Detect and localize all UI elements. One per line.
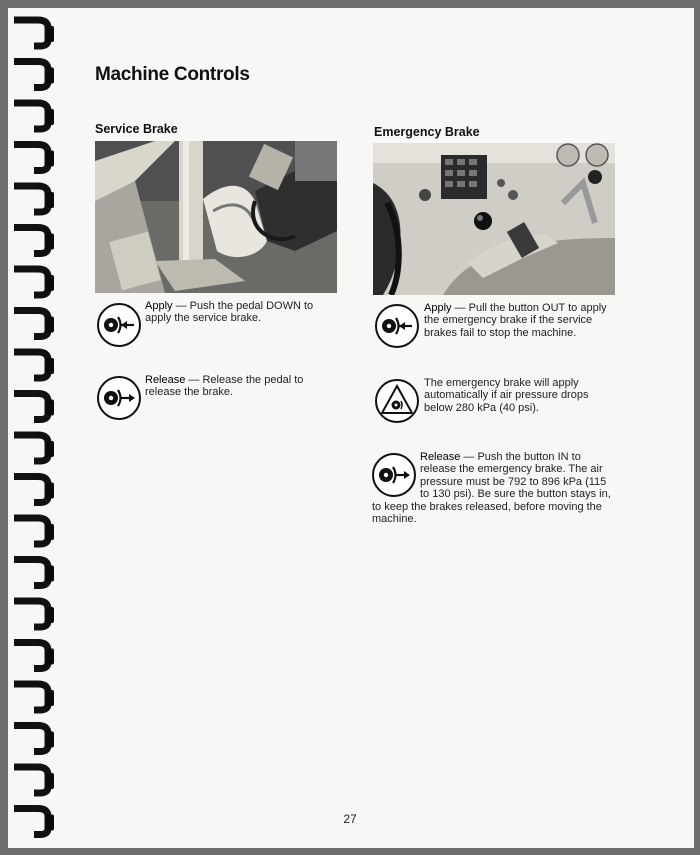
emergency-brake-warning-text: The emergency brake will apply automatically if air pressure drops below 280 kPa (40 psi). xyxy=(424,377,589,414)
binding-hole xyxy=(46,358,54,374)
binding-hole xyxy=(46,234,54,250)
binding-ring xyxy=(14,601,48,627)
emergency-brake-photo xyxy=(373,143,615,295)
service-brake-heading: Service Brake xyxy=(95,122,178,136)
warning-triangle-icon xyxy=(374,378,420,424)
spiral-binding xyxy=(8,8,68,848)
binding-ring xyxy=(14,311,48,337)
binding-ring xyxy=(14,269,48,295)
binding-ring xyxy=(14,643,48,669)
binding-ring xyxy=(14,352,48,378)
binding-ring xyxy=(14,145,48,171)
binding-ring xyxy=(14,394,48,420)
binding-hole xyxy=(46,68,54,84)
emergency-brake-apply-text: Apply — Pull the button OUT to apply the emergency brake if the service brakes fail to stop the machine. xyxy=(424,302,607,339)
binding-ring xyxy=(14,228,48,254)
brake-release-icon xyxy=(96,375,142,421)
binding-hole xyxy=(46,400,54,416)
binding-hole xyxy=(46,690,54,706)
service-brake-apply-text: Apply — Push the pedal DOWN to apply the service brake. xyxy=(145,300,314,325)
binding-hole xyxy=(46,649,54,665)
binding-hole xyxy=(46,524,54,540)
binding-hole xyxy=(46,732,54,748)
emergency-brake-release-text: Release — Push the button IN to release the emergency brake. The air pressure must be 792 to 896 kPa (115 to 130 psi). Be sure the button stays in, to keep the brakes released, before moving the machine. xyxy=(372,451,611,526)
binding-ring xyxy=(14,186,48,212)
service-brake-photo xyxy=(95,141,337,293)
binding-ring xyxy=(14,103,48,129)
binding-ring xyxy=(14,435,48,461)
binding-hole xyxy=(46,317,54,333)
page-number: 27 xyxy=(343,812,357,826)
binding-hole xyxy=(46,192,54,208)
brake-apply-icon xyxy=(96,302,142,348)
binding-ring xyxy=(14,726,48,752)
binding-ring xyxy=(14,767,48,793)
binding-hole xyxy=(46,483,54,499)
binding-hole xyxy=(46,607,54,623)
brake-apply-icon xyxy=(374,303,420,349)
binding-ring xyxy=(14,560,48,586)
binding-ring xyxy=(14,20,48,46)
binding-hole xyxy=(46,566,54,582)
service-brake-release-text: Release — Release the pedal to release the brake. xyxy=(145,374,304,399)
binding-hole xyxy=(46,275,54,291)
binding-ring xyxy=(14,477,48,503)
binding-ring xyxy=(14,684,48,710)
emergency-brake-heading: Emergency Brake xyxy=(374,125,480,139)
binding-hole xyxy=(46,773,54,789)
binding-hole xyxy=(46,26,54,42)
page-title: Machine Controls xyxy=(95,64,250,85)
binding-hole xyxy=(46,109,54,125)
binding-hole xyxy=(46,441,54,457)
binding-ring xyxy=(14,518,48,544)
binding-hole xyxy=(46,151,54,167)
brake-release-icon xyxy=(370,451,420,499)
binding-ring xyxy=(14,62,48,88)
